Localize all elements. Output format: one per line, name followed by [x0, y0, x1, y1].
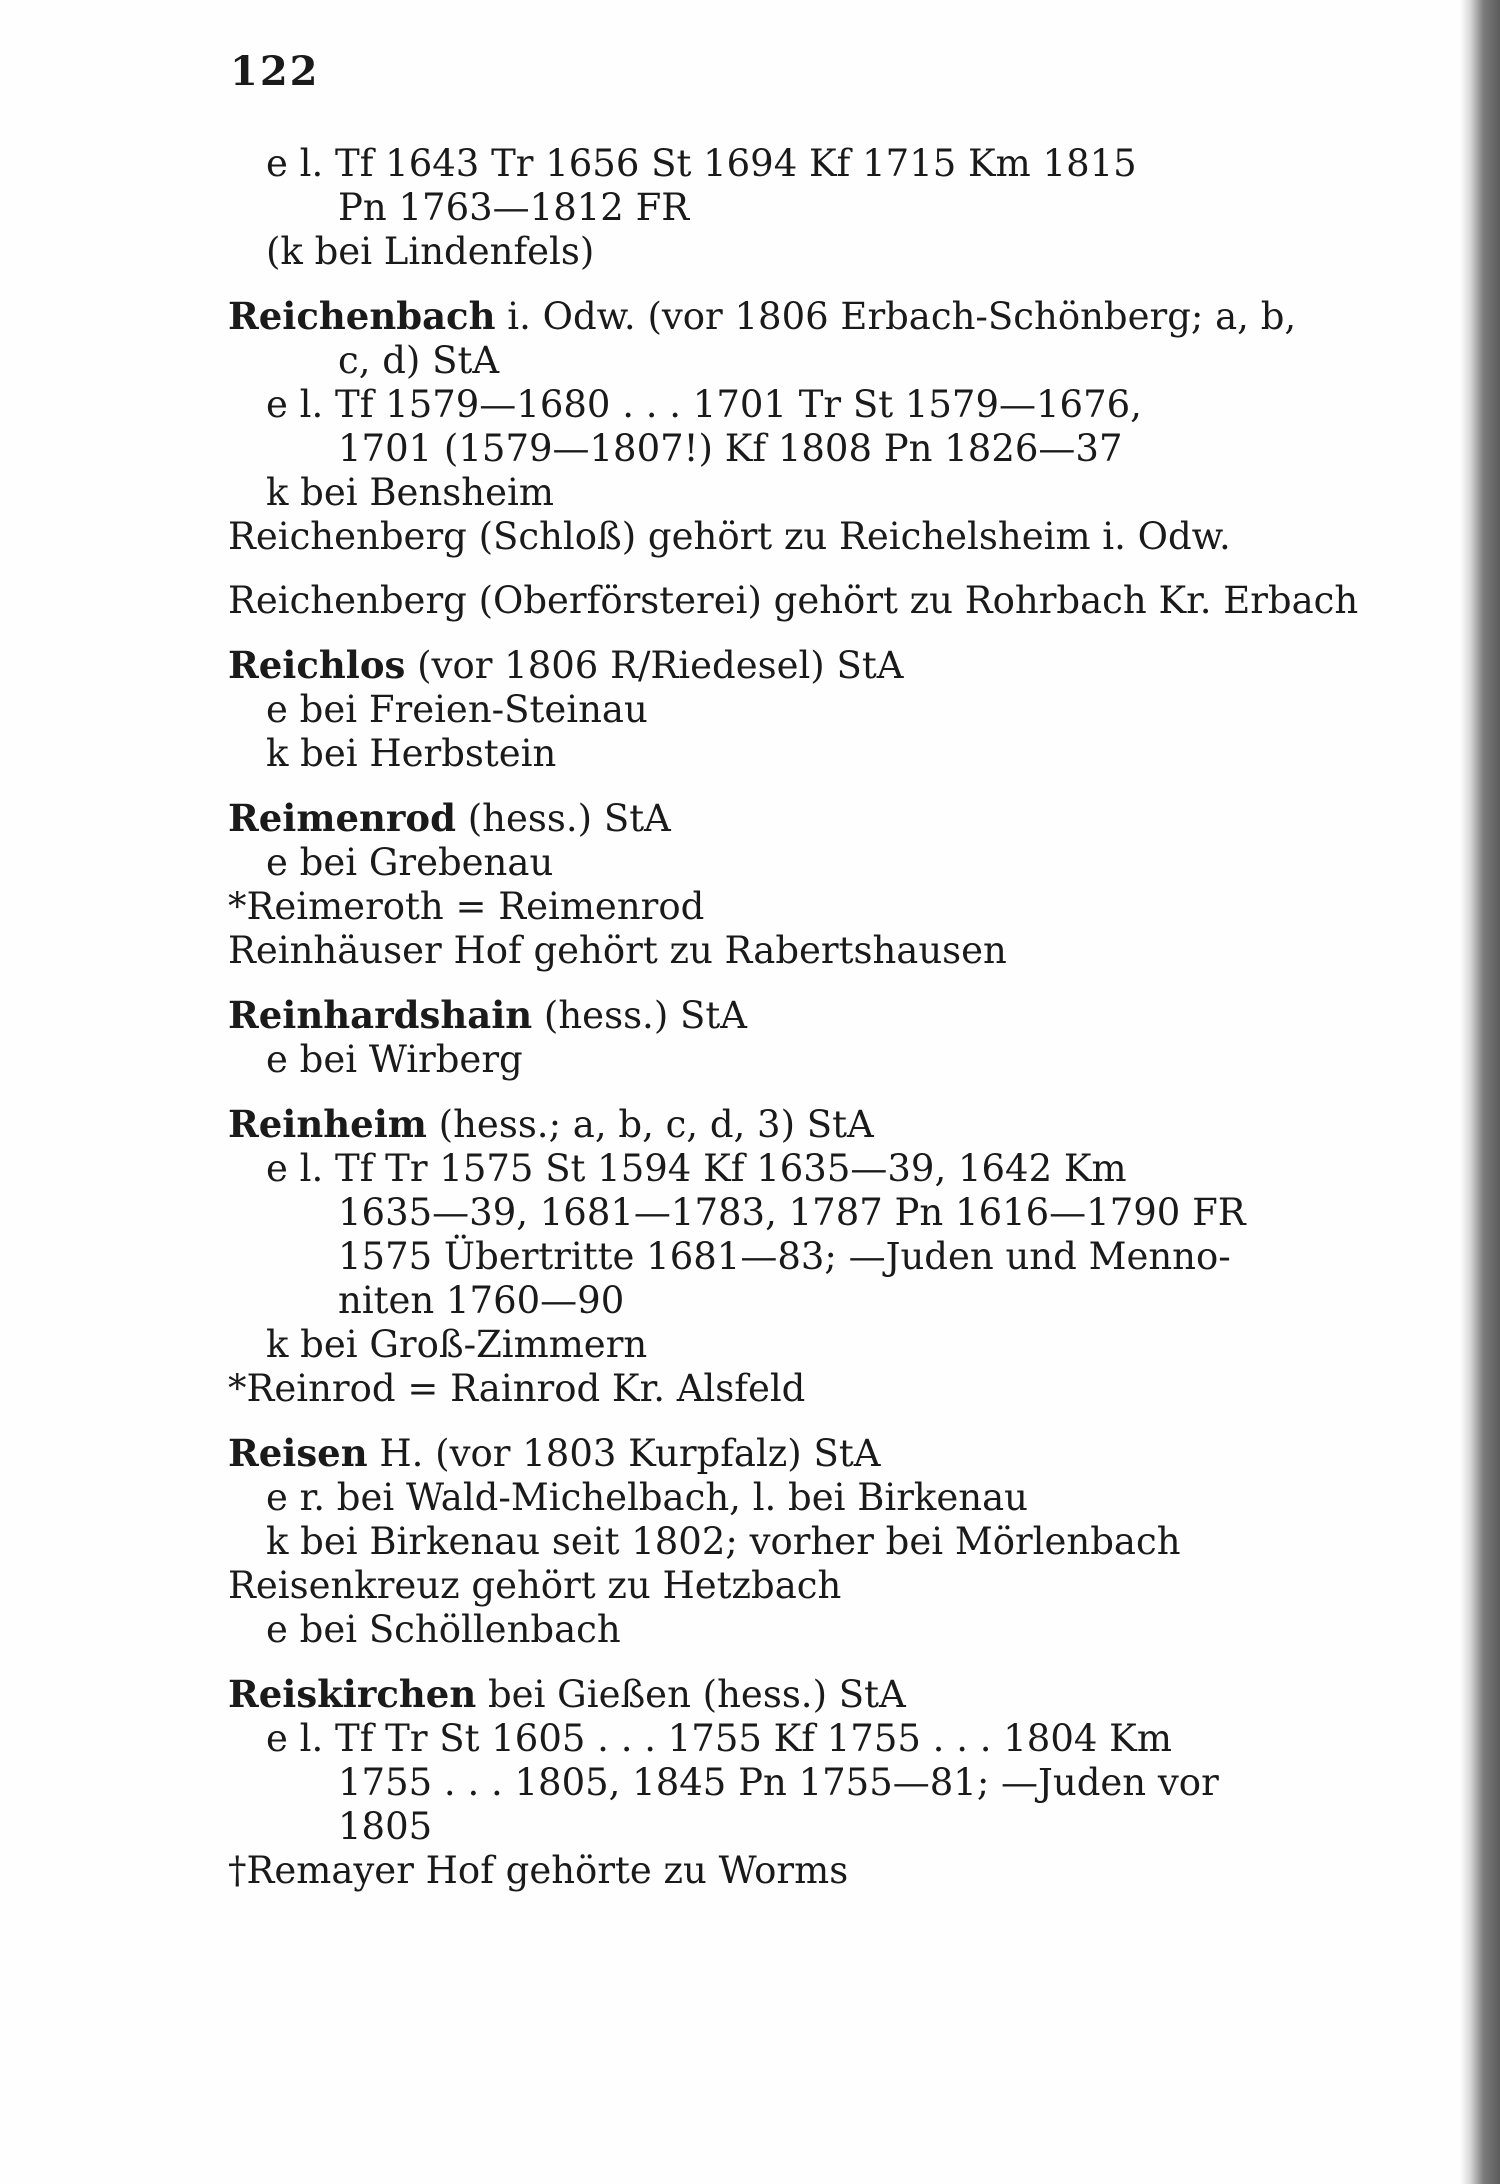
- entry: [228, 885, 1308, 929]
- entry: [228, 1431, 1308, 1564]
- entry-headword: Reichlos: [228, 643, 406, 687]
- entry-text: k bei Birkenau seit 1802; vorher bei Mörlenbach: [266, 1520, 1181, 1563]
- entry: [228, 993, 1308, 1082]
- entry-line: [228, 383, 1308, 427]
- entry: [228, 1672, 1308, 1849]
- entry-line: [228, 841, 1308, 885]
- book-edge-shadow: [1460, 0, 1500, 2184]
- entry-text: Reichenberg (Schloß) gehört zu Reichelsheim i. Odw.: [228, 515, 1231, 558]
- entry-line: [228, 1038, 1308, 1082]
- entry-text: Pn 1763—1812 FR: [338, 186, 690, 229]
- entry-text: e l. Tf Tr 1575 St 1594 Kf 1635—39, 1642 Km: [266, 1147, 1127, 1190]
- entry-line: [228, 186, 1308, 230]
- gazetteer-entries: [228, 142, 1359, 1893]
- entry-line: [228, 1191, 1308, 1235]
- entry-text: e r. bei Wald-Michelbach, l. bei Birkenau: [266, 1476, 1028, 1519]
- entry-line: [228, 471, 1308, 515]
- entry-text: e bei Grebenau: [266, 841, 554, 884]
- entry-text: *Reimeroth = Reimenrod: [228, 885, 705, 928]
- entry: [228, 579, 1359, 623]
- entry-headword: Reinhardshain: [228, 993, 533, 1037]
- entry-text: c, d) StA: [338, 339, 500, 382]
- entry: [228, 1102, 1308, 1367]
- entry-text: e bei Schöllenbach: [266, 1608, 621, 1651]
- entry-line: [228, 1476, 1308, 1520]
- entry-line: [228, 294, 1308, 339]
- entry: [228, 796, 1308, 885]
- entry-text: Reisenkreuz gehört zu Hetzbach: [228, 1564, 842, 1607]
- entry-line: [228, 1102, 1308, 1147]
- entry-text: *Reinrod = Rainrod Kr. Alsfeld: [228, 1367, 806, 1410]
- entry-line: [228, 1761, 1308, 1805]
- entry-line: [228, 643, 1308, 688]
- entry: [228, 929, 1308, 973]
- entry-line: [228, 1849, 1308, 1893]
- entry-text: e bei Wirberg: [266, 1038, 523, 1081]
- entry: [228, 142, 1308, 274]
- entry-headword: Reisen: [228, 1431, 368, 1475]
- entry-headword: Reinheim: [228, 1102, 427, 1146]
- entry-line: [228, 1323, 1308, 1367]
- entry-text: (hess.) StA: [467, 797, 671, 840]
- entry-line: [228, 688, 1308, 732]
- entry-line: [228, 1564, 1308, 1608]
- entry: [228, 1367, 1308, 1411]
- entry-text: 1755 . . . 1805, 1845 Pn 1755—81; —Juden vor: [338, 1761, 1219, 1804]
- entry-text: niten 1760—90: [338, 1279, 625, 1322]
- entry-line: [228, 1805, 1308, 1849]
- entry-headword: Reimenrod: [228, 796, 456, 840]
- entry-line: [228, 230, 1308, 274]
- entry-text: 1701 (1579—1807!) Kf 1808 Pn 1826—37: [338, 427, 1123, 470]
- entry-line: [228, 427, 1308, 471]
- entry-text: (hess.; a, b, c, d, 3) StA: [438, 1103, 874, 1146]
- entry-text: Reinhäuser Hof gehört zu Rabertshausen: [228, 929, 1007, 972]
- entry-text: e l. Tf 1579—1680 . . . 1701 Tr St 1579—1676,: [266, 383, 1142, 426]
- entry-line: [228, 339, 1308, 383]
- entry-line: [228, 796, 1308, 841]
- entry-text: (hess.) StA: [543, 994, 747, 1037]
- entry-text: k bei Groß-Zimmern: [266, 1323, 648, 1366]
- entry-headword: Reichenbach: [228, 294, 496, 338]
- entry-line: [228, 1431, 1308, 1476]
- entry-text: (vor 1806 R/Riedesel) StA: [417, 644, 904, 687]
- entry-text: k bei Herbstein: [266, 732, 557, 775]
- entry-line: [228, 993, 1308, 1038]
- entry-text: e l. Tf Tr St 1605 . . . 1755 Kf 1755 . . . 1804 Km: [266, 1717, 1172, 1760]
- page-number: 122: [230, 48, 320, 95]
- entry-line: [228, 1717, 1308, 1761]
- entry-line: [228, 579, 1359, 623]
- entry-line: [228, 885, 1308, 929]
- entry-line: [228, 1279, 1308, 1323]
- entry: [228, 294, 1308, 515]
- entry-headword: Reiskirchen: [228, 1672, 477, 1716]
- entry-line: [228, 515, 1308, 559]
- entry-text: 1805: [338, 1805, 433, 1848]
- entry-text: k bei Bensheim: [266, 471, 554, 514]
- entry-line: [228, 929, 1308, 973]
- entry: [228, 1849, 1308, 1893]
- entry: [228, 515, 1308, 559]
- entry-line: [228, 1367, 1308, 1411]
- entry-text: 1635—39, 1681—1783, 1787 Pn 1616—1790 FR: [338, 1191, 1246, 1234]
- entry-line: [228, 1235, 1308, 1279]
- entry-line: [228, 1608, 1308, 1652]
- entry: [228, 643, 1308, 776]
- entry: [228, 1564, 1308, 1652]
- entry-text: bei Gießen (hess.) StA: [488, 1673, 906, 1716]
- entry-line: [228, 1520, 1308, 1564]
- entry-text: 1575 Übertritte 1681—83; —Juden und Menno-: [338, 1235, 1231, 1278]
- entry-line: [228, 142, 1308, 186]
- entry-text: †Remayer Hof gehörte zu Worms: [228, 1849, 849, 1892]
- entry-line: [228, 1147, 1308, 1191]
- entry-text: Reichenberg (Oberförsterei) gehört zu Rohrbach Kr. Erbach: [228, 579, 1359, 622]
- entry-text: e bei Freien-Steinau: [266, 688, 648, 731]
- entry-text: H. (vor 1803 Kurpfalz) StA: [379, 1432, 881, 1475]
- entry-text: e l. Tf 1643 Tr 1656 St 1694 Kf 1715 Km 1815: [266, 142, 1137, 185]
- entry-text: (k bei Lindenfels): [266, 230, 595, 273]
- entry-text: i. Odw. (vor 1806 Erbach-Schönberg; a, b,: [507, 295, 1297, 338]
- entry-line: [228, 732, 1308, 776]
- entry-line: [228, 1672, 1308, 1717]
